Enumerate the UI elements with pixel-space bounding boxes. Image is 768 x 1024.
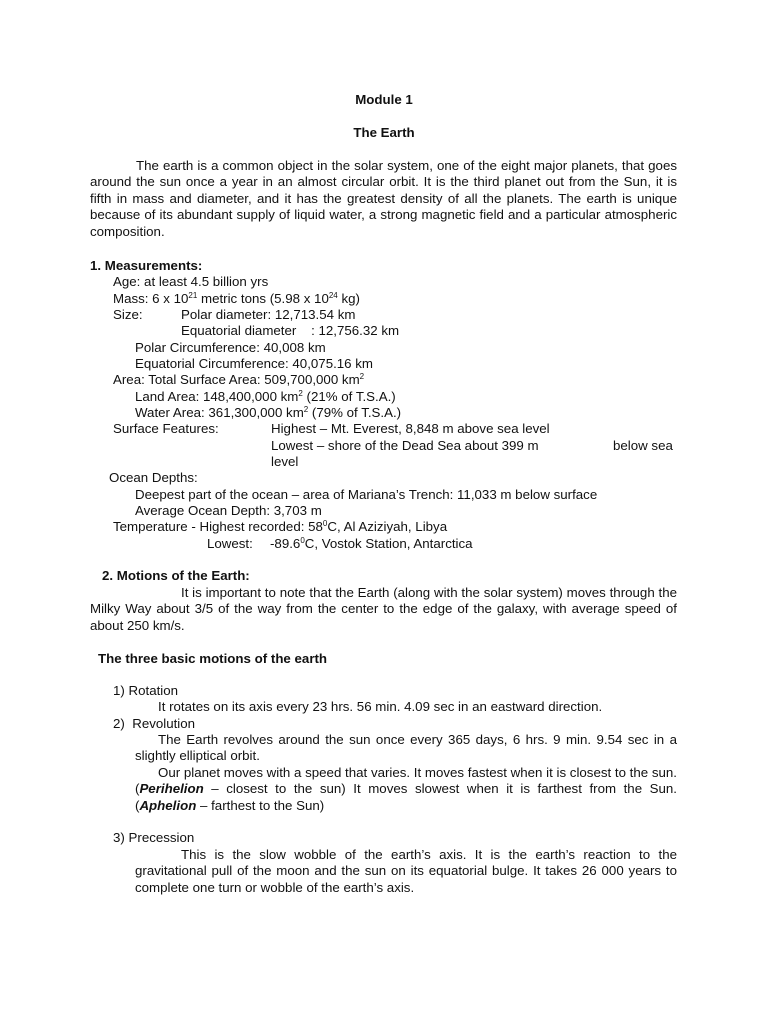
measurements-heading: 1. Measurements: <box>90 258 203 273</box>
surface-features-label: Surface Features: <box>113 421 219 436</box>
water-area-line: Water Area: 361,300,000 $km^2$ (79% of T.S.A.) <box>135 405 402 420</box>
temperature-lowest-label: Lowest: <box>207 536 253 551</box>
precession-label: 3) Precession <box>113 830 195 845</box>
age-line: Age: at least 4.5 billion yrs <box>113 274 269 289</box>
ocean-average: Average Ocean Depth: 3,703 m <box>135 503 322 518</box>
ocean-depths-label: Ocean Depths: <box>109 470 198 485</box>
polar-circumference: Polar Circumference: 40,008 km <box>135 340 326 355</box>
revolution-label: 2) Revolution <box>113 716 196 731</box>
basic-motions-heading: The three basic motions of the earth <box>98 651 328 666</box>
rotation-text: It rotates on its axis every 23 hrs. 56 min. 4.09 sec in an eastward direction. <box>158 699 603 714</box>
intro-paragraph: The earth is a common object in the solar system, one of the eight major planets, that goes around the sun once a year in an almost circular orbit. It is the third planet out from the Sun, it is fifth in mass and diameter, and it has the greatest density of all the planets. The earth is unique because of its abundant supply of liquid water, a strong magnetic field and a particular atmospheric composition. <box>90 158 677 239</box>
revolution-text: The Earth revolves around the sun once every 365 days, 6 hrs. 9 min. 9.54 sec in a slightly elliptical orbit. <box>135 732 677 764</box>
chapter-title: The Earth <box>353 125 415 140</box>
motions-heading: 2. Motions of the Earth: <box>102 568 250 583</box>
equatorial-circumference: Equatorial Circumference: 40,075.16 km <box>135 356 373 371</box>
size-label: Size: <box>113 307 143 322</box>
equatorial-diameter: Equatorial diameter : 12,756.32 km <box>181 323 400 338</box>
temperature-lowest: -89.6$^0$C, Vostok Station, Antarctica <box>270 536 473 551</box>
land-area-line: Land Area: 148,400,000 $km^2$ (21% of T.S.A.) <box>135 389 396 404</box>
surface-lowest-end: level <box>271 454 299 469</box>
surface-lowest: Lowest – shore of the Dead Sea about 399 m <box>271 438 539 453</box>
perihelion-term: Perihelion <box>139 781 204 797</box>
precession-text: This is the slow wobble of the earth’s axis. It is the earth’s reaction to the gravitational pull of the moon and the sun on its equatorial bulge. It takes 26 000 years to complete one turn or wobble of the earth’s axis. <box>135 847 677 895</box>
rotation-label: 1) Rotation <box>113 683 179 698</box>
area-line: Area: Total Surface Area: 509,700,000 $km^2$ <box>113 372 365 387</box>
temperature-highest: Temperature - Highest recorded: $58^0C$, Al Aziziyah, Libya <box>113 519 448 534</box>
ocean-deepest: Deepest part of the ocean – area of Mariana’s Trench: 11,033 m below surface <box>135 487 598 502</box>
speed-paragraph: Our planet moves with a speed that varies. It moves fastest when it is closest to the sun. (Perihelion – closest to the sun) It moves slowest when it is farthest from the Sun. (Aphelion – farthest to the Sun) <box>135 765 677 813</box>
surface-highest: Highest – Mt. Everest, 8,848 m above sea level <box>271 421 550 436</box>
mass-line: Mass: 6 x $10^{21}$ metric tons (5.98 x $10^{24}$ kg) <box>113 291 360 306</box>
surface-lowest-continued: below sea <box>613 438 673 453</box>
aphelion-term: Aphelion <box>139 797 197 813</box>
module-title: Module 1 <box>355 92 413 107</box>
polar-diameter: Polar diameter: 12,713.54 km <box>181 307 356 322</box>
motions-paragraph: It is important to note that the Earth (along with the solar system) moves through the Milky Way about 3/5 of the way from the center to the edge of the galaxy, with average speed of about 250 km/s. <box>90 585 677 633</box>
